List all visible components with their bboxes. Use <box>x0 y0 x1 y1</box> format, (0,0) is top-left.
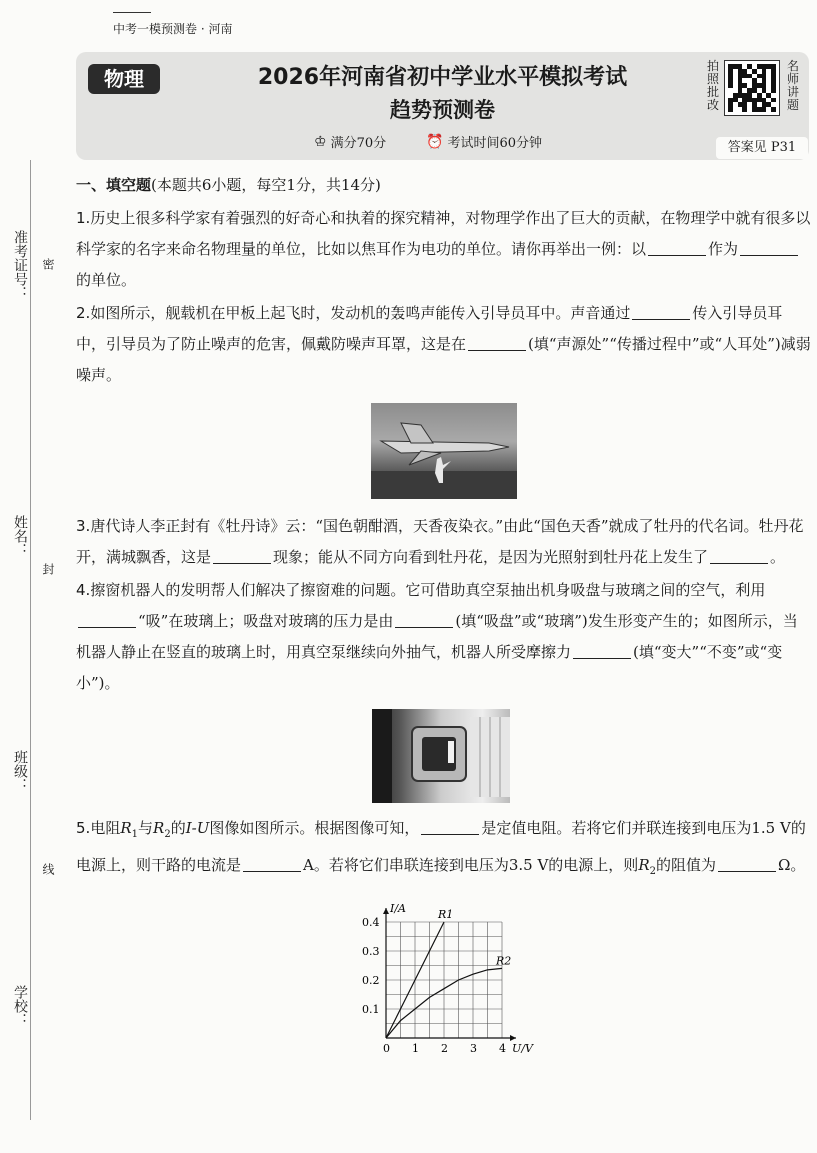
subject-badge: 物理 <box>88 64 160 94</box>
time-info <box>426 132 542 151</box>
seal-mark-feng: 封 <box>41 563 55 575</box>
x-tick-label: 4 <box>499 1042 506 1053</box>
x-tick-label: 0 <box>383 1042 390 1053</box>
y-tick-label: 0.2 <box>362 974 380 987</box>
section-note: (本题共6小题，每空1分，共14分) <box>151 176 381 194</box>
qr-right-text: 名师讲题 <box>786 59 799 112</box>
x-axis-label: U/V <box>512 1042 533 1053</box>
answer-blank[interactable] <box>740 238 798 256</box>
section-title: 一、填空题 <box>76 176 152 194</box>
answer-blank[interactable] <box>468 333 526 351</box>
ticket-number-label: 准考证号： <box>12 230 28 300</box>
x-tick-label: 3 <box>470 1042 477 1053</box>
score-label: 满分70分 <box>330 136 387 151</box>
question-5: 5.电阻$R_1$与$R_2$的I-U图像如图所示。根据图像可知， 是定值电阻。若将它们并联连接到电压为1.5 V的电源上，则干路的电流是 A。若将它们串联连接到电压为3.5 V的电源上，则$R_2$的阻值为 Ω。 <box>76 819 806 877</box>
series-label: R2 <box>496 954 512 968</box>
answer-blank[interactable] <box>243 854 301 872</box>
seal-mark-mi: 密 <box>41 258 55 270</box>
answer-blank[interactable] <box>648 238 706 256</box>
answer-blank[interactable] <box>573 641 631 659</box>
jet-illustration <box>371 403 517 499</box>
answer-blank[interactable] <box>421 817 479 835</box>
robot-illustration <box>372 709 510 803</box>
seal-mark-xian: 线 <box>41 863 55 875</box>
y-tick-label: 0.3 <box>362 945 380 958</box>
qr-code[interactable] <box>724 60 780 116</box>
y-axis-arrow <box>383 908 389 914</box>
x-axis-arrow <box>510 1035 516 1041</box>
time-label: 考试时间60分钟 <box>447 136 542 151</box>
class-label: 班级： <box>12 750 28 792</box>
answer-blank[interactable] <box>78 610 136 628</box>
series-tag: 中考一模预测卷 · 河南 <box>113 22 233 36</box>
y-tick-label: 0.1 <box>362 1003 380 1016</box>
answer-blank[interactable] <box>395 610 453 628</box>
exam-title: 2026年河南省初中学业水平模拟考试 <box>257 65 628 90</box>
school-label: 学校： <box>12 985 28 1027</box>
name-label: 姓名： <box>12 515 28 557</box>
x-tick-label: 2 <box>441 1042 448 1053</box>
window-robot-photo <box>372 709 510 803</box>
carrier-jet-photo <box>371 403 517 499</box>
answer-blank[interactable] <box>213 546 271 564</box>
answer-blank[interactable] <box>718 854 776 872</box>
binding-line <box>30 160 40 1120</box>
answer-blank[interactable] <box>632 302 690 320</box>
score-info <box>314 132 386 151</box>
answer-blank[interactable] <box>710 546 768 564</box>
answer-reference: 答案见 P31 <box>716 137 808 159</box>
x-tick-label: 1 <box>412 1042 419 1053</box>
qr-code-pattern <box>728 64 776 112</box>
qr-left-text: 拍照批改 <box>706 59 719 112</box>
medal-icon: ♔ <box>314 133 327 150</box>
series-label: R1 <box>438 908 454 921</box>
question-content <box>76 170 811 1053</box>
question-1: 1.历史上很多科学家有着强烈的好奇心和执着的探究精神，对物理学作出了巨大的贡献，在物理学中就有很多以科学家的名字来命名物理量的单位，比如以焦耳作为电功的单位。请你再举出一例：以 作为的单位。 <box>76 209 811 289</box>
question-2: 2.如图所示，舰载机在甲板上起飞时，发动机的轰鸣声能传入引导员耳中。声音通过 传入引导员耳中，引导员为了防止噪声的危害，佩戴防噪声耳罩，这是在 (填“声源处”“传播过程中”或“人耳处”)减弱噪声。 <box>76 304 811 384</box>
exam-subtitle: 趋势预测卷 <box>390 98 495 122</box>
section-heading <box>76 170 811 201</box>
y-tick-label: 0.4 <box>362 916 380 929</box>
question-3: 3.唐代诗人李正封有《牡丹诗》云：“国色朝酣酒，天香夜染衣。”由此“国色天香”就成了牡丹的代名词。牡丹花开，满城飘香，这是 现象；能从不同方向看到牡丹花，是因为光照射到牡丹花上发生了 。 <box>76 517 804 566</box>
y-axis-label: I/A <box>390 902 406 915</box>
iu-chart <box>331 893 541 1053</box>
top-rule <box>113 12 151 13</box>
question-4: 4.擦窗机器人的发明帮人们解决了擦窗难的问题。它可借助真空泵抽出机身吸盘与玻璃之间的空气，利用“吸”在玻璃上；吸盘对玻璃的压力是由 (填“吸盘”或“玻璃”)发生形变产生的；如图所示，当机器人静止在竖直的玻璃上时，用真空泵继续向外抽气，机器人所受摩擦力 (填“变大”“不变”或“变小”)。 <box>76 581 798 692</box>
alarm-clock-icon: ⏰ <box>426 133 444 150</box>
exam-header <box>76 52 809 160</box>
iu-chart-svg <box>331 893 541 1053</box>
